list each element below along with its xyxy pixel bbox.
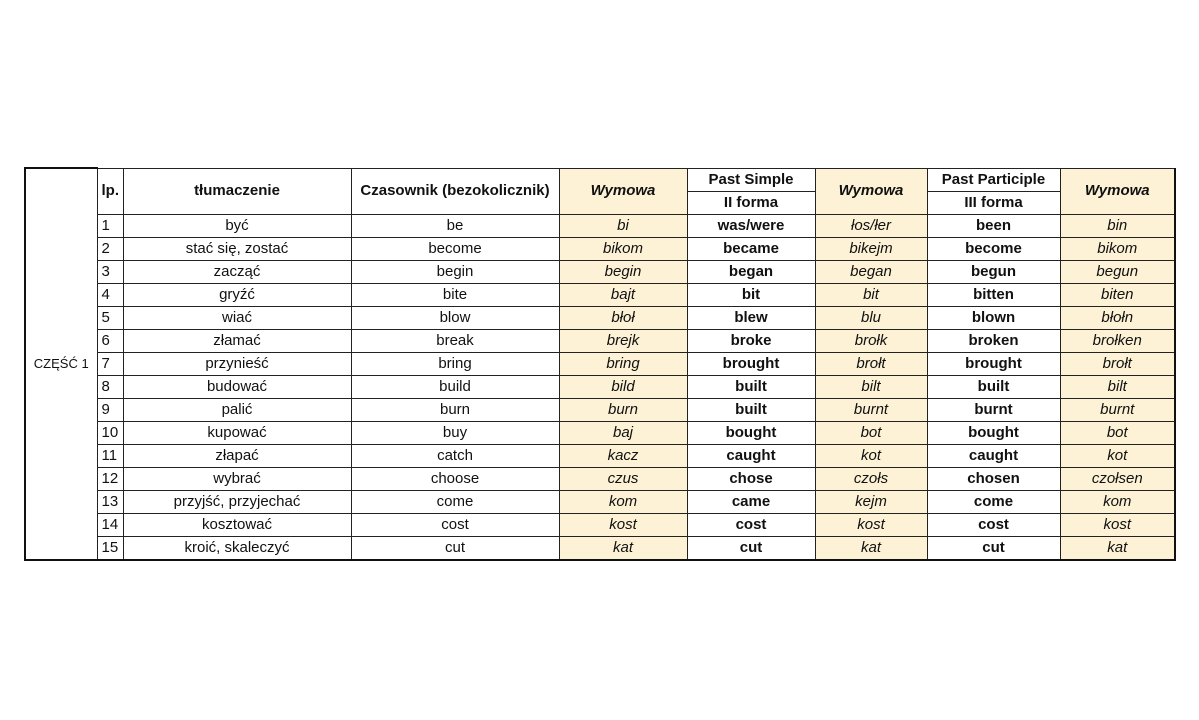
past-simple-pron-cell: kot xyxy=(815,444,927,467)
past-simple-cell: cost xyxy=(687,513,815,536)
past-participle-cell: burnt xyxy=(927,398,1060,421)
table-row xyxy=(25,306,1175,329)
translation-cell: stać się, zostać xyxy=(123,237,351,260)
past-participle-pron-cell: burnt xyxy=(1060,398,1175,421)
infinitive-cell: buy xyxy=(351,421,559,444)
translation-cell: zacząć xyxy=(123,260,351,283)
past-simple-pron-cell: kejm xyxy=(815,490,927,513)
table-row xyxy=(25,421,1175,444)
infinitive-cell: become xyxy=(351,237,559,260)
infinitive-pron-cell: kacz xyxy=(559,444,687,467)
table-row xyxy=(25,283,1175,306)
header-translation: tłumaczenie xyxy=(123,168,351,214)
past-simple-cell: brought xyxy=(687,352,815,375)
table-row xyxy=(25,237,1175,260)
past-participle-cell: brought xyxy=(927,352,1060,375)
past-participle-pron-cell: czołsen xyxy=(1060,467,1175,490)
table-row xyxy=(25,214,1175,237)
translation-cell: przyjść, przyjechać xyxy=(123,490,351,513)
infinitive-pron-cell: baj xyxy=(559,421,687,444)
past-simple-pron-cell: brołk xyxy=(815,329,927,352)
past-participle-pron-cell: kost xyxy=(1060,513,1175,536)
translation-cell: gryźć xyxy=(123,283,351,306)
header-pron-infinitive: Wymowa xyxy=(559,168,687,214)
header-past-simple: Past Simple xyxy=(687,168,815,191)
translation-cell: palić xyxy=(123,398,351,421)
infinitive-pron-cell: kom xyxy=(559,490,687,513)
infinitive-cell: burn xyxy=(351,398,559,421)
past-participle-pron-cell: bilt xyxy=(1060,375,1175,398)
infinitive-cell: blow xyxy=(351,306,559,329)
past-participle-cell: built xyxy=(927,375,1060,398)
past-participle-pron-cell: begun xyxy=(1060,260,1175,283)
infinitive-cell: be xyxy=(351,214,559,237)
past-simple-cell: bought xyxy=(687,421,815,444)
infinitive-pron-cell: kat xyxy=(559,536,687,560)
past-simple-cell: blew xyxy=(687,306,815,329)
infinitive-pron-cell: bring xyxy=(559,352,687,375)
past-simple-pron-cell: brołt xyxy=(815,352,927,375)
row-number: 13 xyxy=(97,490,123,513)
header-past-participle: Past Participle xyxy=(927,168,1060,191)
table-row xyxy=(25,329,1175,352)
infinitive-pron-cell: bikom xyxy=(559,237,687,260)
infinitive-cell: cost xyxy=(351,513,559,536)
past-participle-cell: cost xyxy=(927,513,1060,536)
header-lp: lp. xyxy=(97,168,123,214)
past-simple-pron-cell: burnt xyxy=(815,398,927,421)
header-pron-past-simple: Wymowa xyxy=(815,168,927,214)
infinitive-cell: come xyxy=(351,490,559,513)
translation-cell: złapać xyxy=(123,444,351,467)
infinitive-cell: choose xyxy=(351,467,559,490)
past-participle-cell: caught xyxy=(927,444,1060,467)
table-row xyxy=(25,260,1175,283)
table-row xyxy=(25,398,1175,421)
past-simple-cell: came xyxy=(687,490,815,513)
table-row xyxy=(25,536,1175,560)
past-simple-pron-cell: bot xyxy=(815,421,927,444)
past-simple-cell: began xyxy=(687,260,815,283)
row-number: 4 xyxy=(97,283,123,306)
header-infinitive: Czasownik (bezokolicznik) xyxy=(351,168,559,214)
past-simple-cell: was/were xyxy=(687,214,815,237)
translation-cell: przynieść xyxy=(123,352,351,375)
infinitive-pron-cell: czus xyxy=(559,467,687,490)
infinitive-pron-cell: bajt xyxy=(559,283,687,306)
past-simple-pron-cell: bikejm xyxy=(815,237,927,260)
infinitive-cell: break xyxy=(351,329,559,352)
row-number: 5 xyxy=(97,306,123,329)
translation-cell: kroić, skaleczyć xyxy=(123,536,351,560)
past-participle-cell: bitten xyxy=(927,283,1060,306)
past-simple-pron-cell: łos/łer xyxy=(815,214,927,237)
past-participle-pron-cell: błołn xyxy=(1060,306,1175,329)
past-simple-cell: broke xyxy=(687,329,815,352)
past-participle-cell: broken xyxy=(927,329,1060,352)
infinitive-pron-cell: bild xyxy=(559,375,687,398)
header-row-top xyxy=(25,168,1175,191)
row-number: 7 xyxy=(97,352,123,375)
past-participle-cell: cut xyxy=(927,536,1060,560)
past-participle-cell: bought xyxy=(927,421,1060,444)
table-row xyxy=(25,375,1175,398)
past-participle-pron-cell: biten xyxy=(1060,283,1175,306)
infinitive-cell: catch xyxy=(351,444,559,467)
irregular-verbs-table xyxy=(24,167,1176,561)
infinitive-pron-cell: kost xyxy=(559,513,687,536)
past-simple-cell: built xyxy=(687,398,815,421)
row-number: 1 xyxy=(97,214,123,237)
translation-cell: wiać xyxy=(123,306,351,329)
translation-cell: złamać xyxy=(123,329,351,352)
table-row xyxy=(25,490,1175,513)
past-participle-pron-cell: bin xyxy=(1060,214,1175,237)
header-pron-past-participle: Wymowa xyxy=(1060,168,1175,214)
infinitive-cell: begin xyxy=(351,260,559,283)
row-number: 9 xyxy=(97,398,123,421)
past-participle-cell: begun xyxy=(927,260,1060,283)
row-number: 14 xyxy=(97,513,123,536)
past-participle-pron-cell: brołken xyxy=(1060,329,1175,352)
past-participle-cell: blown xyxy=(927,306,1060,329)
infinitive-pron-cell: brejk xyxy=(559,329,687,352)
row-number: 11 xyxy=(97,444,123,467)
past-participle-cell: come xyxy=(927,490,1060,513)
past-simple-pron-cell: kat xyxy=(815,536,927,560)
past-participle-cell: been xyxy=(927,214,1060,237)
past-participle-pron-cell: kat xyxy=(1060,536,1175,560)
verb-table-sheet xyxy=(24,167,1174,556)
past-simple-pron-cell: bilt xyxy=(815,375,927,398)
past-participle-pron-cell: bikom xyxy=(1060,237,1175,260)
translation-cell: kosztować xyxy=(123,513,351,536)
translation-cell: być xyxy=(123,214,351,237)
header-past-participle-sub: III forma xyxy=(927,191,1060,214)
past-simple-pron-cell: czołs xyxy=(815,467,927,490)
infinitive-pron-cell: burn xyxy=(559,398,687,421)
row-number: 6 xyxy=(97,329,123,352)
row-number: 2 xyxy=(97,237,123,260)
past-simple-cell: caught xyxy=(687,444,815,467)
past-participle-pron-cell: bot xyxy=(1060,421,1175,444)
table-row xyxy=(25,444,1175,467)
infinitive-pron-cell: bi xyxy=(559,214,687,237)
translation-cell: kupować xyxy=(123,421,351,444)
infinitive-pron-cell: błoł xyxy=(559,306,687,329)
infinitive-cell: cut xyxy=(351,536,559,560)
infinitive-pron-cell: begin xyxy=(559,260,687,283)
section-label: CZĘŚĆ 1 xyxy=(25,168,97,560)
row-number: 10 xyxy=(97,421,123,444)
table-row xyxy=(25,513,1175,536)
table-body xyxy=(25,168,1175,560)
past-simple-pron-cell: blu xyxy=(815,306,927,329)
past-simple-cell: became xyxy=(687,237,815,260)
past-simple-pron-cell: bit xyxy=(815,283,927,306)
infinitive-cell: bite xyxy=(351,283,559,306)
past-simple-pron-cell: began xyxy=(815,260,927,283)
translation-cell: wybrać xyxy=(123,467,351,490)
translation-cell: budować xyxy=(123,375,351,398)
past-participle-pron-cell: brołt xyxy=(1060,352,1175,375)
row-number: 15 xyxy=(97,536,123,560)
past-participle-pron-cell: kot xyxy=(1060,444,1175,467)
row-number: 12 xyxy=(97,467,123,490)
past-participle-cell: chosen xyxy=(927,467,1060,490)
infinitive-cell: build xyxy=(351,375,559,398)
past-simple-cell: bit xyxy=(687,283,815,306)
past-simple-cell: built xyxy=(687,375,815,398)
infinitive-cell: bring xyxy=(351,352,559,375)
past-simple-cell: chose xyxy=(687,467,815,490)
row-number: 8 xyxy=(97,375,123,398)
past-simple-cell: cut xyxy=(687,536,815,560)
table-row xyxy=(25,467,1175,490)
past-participle-pron-cell: kom xyxy=(1060,490,1175,513)
past-simple-pron-cell: kost xyxy=(815,513,927,536)
header-past-simple-sub: II forma xyxy=(687,191,815,214)
past-participle-cell: become xyxy=(927,237,1060,260)
row-number: 3 xyxy=(97,260,123,283)
table-row xyxy=(25,352,1175,375)
